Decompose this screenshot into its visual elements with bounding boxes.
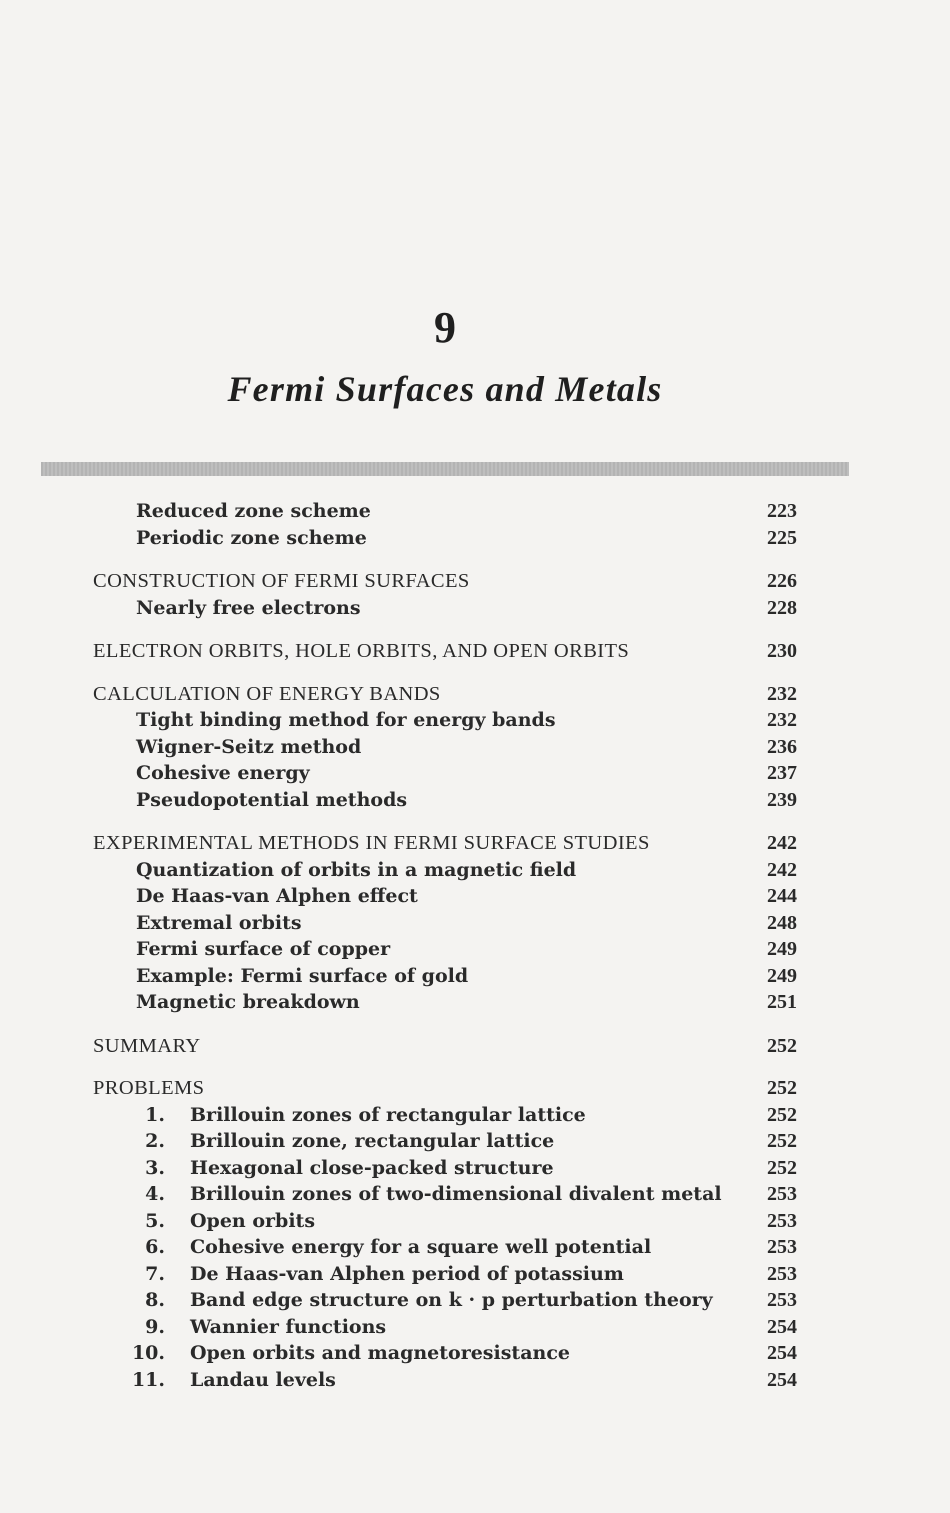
toc-section-label: CALCULATION OF ENERGY BANDS — [93, 683, 441, 705]
problem-entry — [0, 1155, 950, 1181]
chapter-title: Fermi Surfaces and Metals — [227, 369, 663, 409]
toc-entry — [0, 595, 950, 621]
toc-section-label: EXPERIMENTAL METHODS IN FERMI SURFACE STUDIES — [93, 832, 650, 854]
toc-section-heading — [0, 1033, 950, 1059]
problem-label: Open orbits and magnetoresistance — [190, 1342, 570, 1364]
toc-entry-page: 249 — [767, 965, 797, 987]
problem-page: 253 — [767, 1236, 797, 1258]
toc-entry-label: Periodic zone scheme — [136, 527, 367, 549]
toc-entry-label: Nearly free electrons — [136, 597, 361, 619]
problem-number: 11. — [131, 1369, 165, 1391]
toc-entry-label: Pseudopotential methods — [136, 789, 408, 811]
chapter-number: 9 — [434, 303, 456, 352]
problem-number: 4. — [145, 1183, 165, 1205]
problem-label: Cohesive energy for a square well potential — [190, 1236, 652, 1258]
toc-entry-page: 249 — [767, 938, 797, 960]
toc-section-page: 242 — [767, 832, 797, 854]
problem-label: Open orbits — [190, 1210, 316, 1232]
problem-page: 253 — [767, 1210, 797, 1232]
toc-entry-label: Cohesive energy — [136, 762, 310, 784]
toc-entry-label: Reduced zone scheme — [136, 500, 371, 522]
problem-entry — [0, 1340, 950, 1366]
toc-entry-label: Fermi surface of copper — [136, 938, 391, 960]
toc-section-page: 232 — [767, 683, 797, 705]
toc-section-page: 230 — [767, 640, 797, 662]
toc-entry-page: 232 — [767, 709, 797, 731]
problem-page: 254 — [767, 1316, 797, 1338]
problem-entry — [0, 1287, 950, 1313]
problem-page: 253 — [767, 1183, 797, 1205]
problem-label: Band edge structure on k · p perturbation theory — [190, 1289, 713, 1311]
problem-page: 252 — [767, 1130, 797, 1152]
problem-entry — [0, 1208, 950, 1234]
toc-entry — [0, 734, 950, 760]
toc-section-heading — [0, 638, 950, 664]
toc-section-label: SUMMARY — [93, 1035, 201, 1057]
toc-entry-page: 244 — [767, 885, 797, 907]
problem-page: 253 — [767, 1289, 797, 1311]
toc-entry-label: Magnetic breakdown — [136, 991, 360, 1013]
problem-page: 252 — [767, 1157, 797, 1179]
toc-section-label: ELECTRON ORBITS, HOLE ORBITS, AND OPEN ORBITS — [93, 640, 630, 662]
problem-number: 5. — [145, 1210, 165, 1232]
problem-number: 2. — [145, 1130, 165, 1152]
problem-entry — [0, 1128, 950, 1154]
toc-entry-page: 239 — [767, 789, 797, 811]
problem-number: 8. — [145, 1289, 165, 1311]
toc-entry — [0, 787, 950, 813]
problem-entry — [0, 1261, 950, 1287]
toc-entry — [0, 760, 950, 786]
problem-page: 254 — [767, 1369, 797, 1391]
problem-number: 9. — [145, 1316, 165, 1338]
problem-number: 6. — [145, 1236, 165, 1258]
problem-label: Brillouin zones of rectangular lattice — [190, 1104, 586, 1126]
toc-entry-page: 237 — [767, 762, 797, 784]
toc-entry-page: 251 — [767, 991, 797, 1013]
toc-section-page: 252 — [767, 1035, 797, 1057]
problem-entry — [0, 1181, 950, 1207]
problem-label: Brillouin zones of two-dimensional divalent metal — [190, 1183, 722, 1205]
toc-section-heading — [0, 830, 950, 856]
toc-entry — [0, 498, 950, 524]
problem-number: 3. — [145, 1157, 165, 1179]
problem-number: 1. — [145, 1104, 165, 1126]
toc-entry — [0, 963, 950, 989]
toc-entry-page: 225 — [767, 527, 797, 549]
toc-section-page: 226 — [767, 570, 797, 592]
toc-section-heading — [0, 1075, 950, 1101]
toc-entry-page: 223 — [767, 500, 797, 522]
toc-entry — [0, 910, 950, 936]
problem-entry — [0, 1367, 950, 1393]
toc-section-label: PROBLEMS — [93, 1077, 205, 1099]
toc-entry-label: Tight binding method for energy bands — [136, 709, 556, 731]
toc-entry — [0, 883, 950, 909]
problem-label: Brillouin zone, rectangular lattice — [190, 1130, 555, 1152]
toc-section-page: 252 — [767, 1077, 797, 1099]
toc-entry-label: Example: Fermi surface of gold — [136, 965, 469, 987]
toc-entry-page: 242 — [767, 859, 797, 881]
problem-entry — [0, 1314, 950, 1340]
problem-label: De Haas-van Alphen period of potassium — [190, 1263, 624, 1285]
problem-number: 10. — [131, 1342, 165, 1364]
problem-label: Hexagonal close-packed structure — [190, 1157, 554, 1179]
toc-section-heading — [0, 681, 950, 707]
toc-entry-label: Wigner-Seitz method — [136, 736, 362, 758]
toc-entry — [0, 936, 950, 962]
toc-entry-label: Extremal orbits — [136, 912, 302, 934]
problem-page: 253 — [767, 1263, 797, 1285]
toc-section-label: CONSTRUCTION OF FERMI SURFACES — [93, 570, 470, 592]
problem-page: 252 — [767, 1104, 797, 1126]
toc-section-heading — [0, 568, 950, 594]
problem-entry — [0, 1102, 950, 1128]
problem-entry — [0, 1234, 950, 1260]
toc-entry-page: 236 — [767, 736, 797, 758]
problem-label: Wannier functions — [190, 1316, 387, 1338]
toc-entry-label: De Haas-van Alphen effect — [136, 885, 418, 907]
toc-entry-page: 248 — [767, 912, 797, 934]
toc-entry-page: 228 — [767, 597, 797, 619]
problem-number: 7. — [145, 1263, 165, 1285]
toc-entry — [0, 857, 950, 883]
toc-entry — [0, 989, 950, 1015]
problem-page: 254 — [767, 1342, 797, 1364]
toc-entry-label: Quantization of orbits in a magnetic field — [136, 859, 577, 881]
toc-entry — [0, 525, 950, 551]
toc-entry — [0, 707, 950, 733]
problem-label: Landau levels — [190, 1369, 336, 1391]
